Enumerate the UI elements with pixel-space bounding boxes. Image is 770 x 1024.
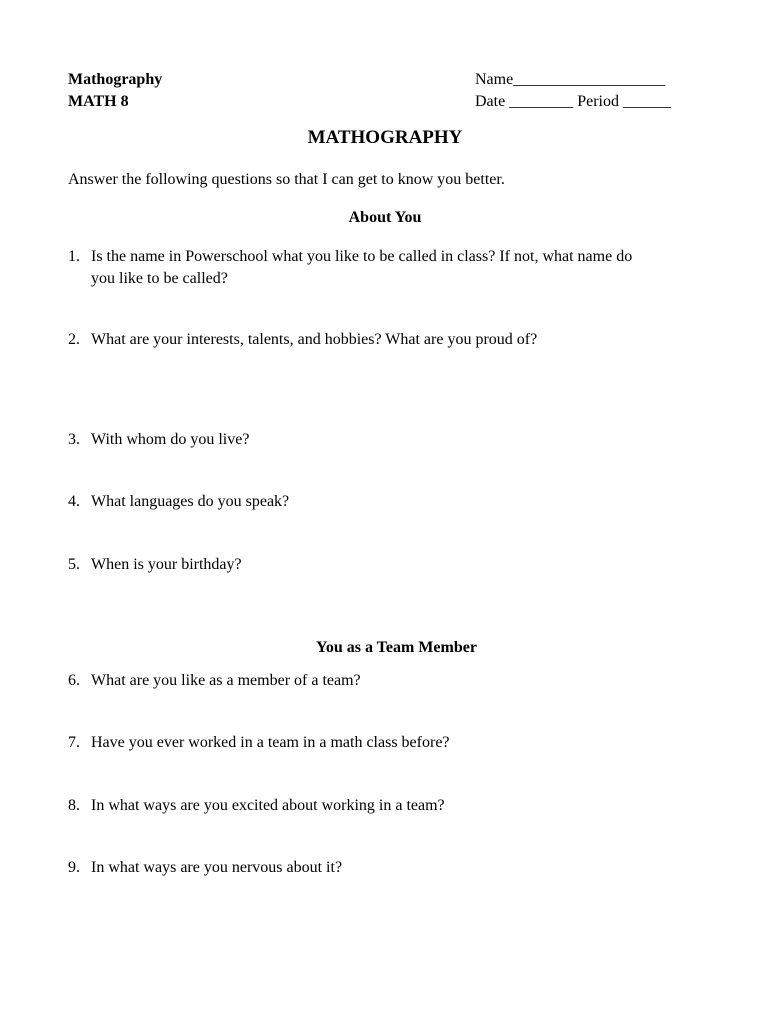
question-text-line: Have you ever worked in a team in a math class before? [91, 734, 450, 751]
course-code: MATH 8 [68, 93, 129, 110]
question-text-line: In what ways are you nervous about it? [91, 859, 343, 876]
question-number: 8. [68, 797, 80, 814]
question-number: 4. [68, 493, 80, 510]
name-field-line: Name___________________ [475, 71, 666, 88]
question-number: 6. [68, 672, 80, 689]
question-number: 5. [68, 556, 80, 573]
section-heading-team-member: You as a Team Member [316, 639, 477, 656]
date-period-field-line: Date ________ Period ______ [475, 93, 671, 110]
page-title: MATHOGRAPHY [307, 127, 463, 148]
question-number: 7. [68, 734, 80, 751]
question-number: 9. [68, 859, 80, 876]
question-text-line: With whom do you live? [91, 431, 250, 448]
question-text-line: What languages do you speak? [91, 493, 290, 510]
question-text-line: Is the name in Powerschool what you like to be called in class? If not, what name do [91, 248, 633, 265]
question-text-line: you like to be called? [91, 270, 228, 287]
question-text-line: What are you like as a member of a team? [91, 672, 361, 689]
question-number: 2. [68, 331, 80, 348]
question-text-line: When is your birthday? [91, 556, 242, 573]
question-number: 1. [68, 248, 80, 265]
intro-text: Answer the following questions so that I can get to know you better. [68, 171, 505, 188]
section-heading-about-you: About You [348, 209, 422, 226]
question-text-line: In what ways are you excited about working in a team? [91, 797, 445, 814]
course-title: Mathography [68, 71, 163, 88]
question-number: 3. [68, 431, 80, 448]
question-text-line: What are your interests, talents, and hobbies? What are you proud of? [91, 331, 538, 348]
